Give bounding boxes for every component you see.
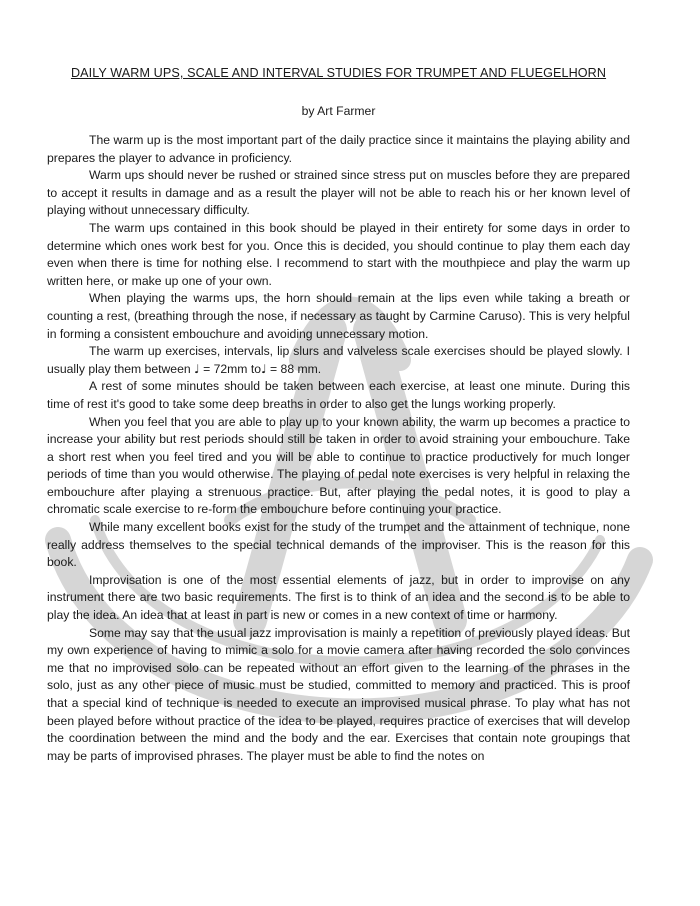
paragraph-9: Improvisation is one of the most essential elements of jazz, but in order to improvise on any instrument there are two basic requirements. The first is to think of an idea and the second is to be able to play the idea. An idea that at least in part is new or comes in a new context of time or harmony. — [47, 572, 630, 623]
paragraph-7: When you feel that you are able to play up to your known ability, the warm up becomes a practice to increase your ability but rest periods should still be taken in order to avoid straining your embouchure. Take a short rest when you feel tired and you will be able to continue to practice productively for much longer periods of time than you would otherwise. The playing of pedal note exercises is very helpful in relaxing the embouchure after playing a strenuous practice. But, after playing the pedal notes, it is good to play a chromatic scale exercise to re-form the embouchure before continuing your practice. — [47, 414, 630, 517]
quarter-note-icon-2: ♩ — [261, 361, 267, 376]
tempo-low: = 72mm to — [199, 361, 261, 376]
quarter-note-icon: ♩ — [194, 361, 200, 376]
tempo-text: The warm up exercises, intervals, lip slurs and valveless scale exercises should be played slowly. I usually play them between — [47, 344, 630, 376]
tempo-high: = 88 mm. — [266, 361, 322, 376]
paragraph-10: Some may say that the usual jazz improvisation is mainly a repetition of previously played ideas. But my own experience of having to mimic a solo for a movie camera after having recorded the solo convinces me that no improvised solo can be repeated without an effort given to the learning of the phrases in the solo, just as any other piece of music must be studied, committed to memory and practiced. This is proof that a special kind of technique is needed to execute an improvised musical phrase. To play what has not been played before without practice of the idea to be played, requires practice of exercises that will develop the coordination between the mind and the body and the ear. Exercises that contain note groupings that may be parts of improvised phrases. The player must be able to find the notes on — [47, 625, 630, 763]
paragraph-2: Warm ups should never be rushed or strained since stress put on muscles before they are prepared to accept it results in damage and as a result the player will not be able to reach his or her known level of playing without unnecessary difficulty. — [47, 168, 630, 218]
paragraph-3: The warm ups contained in this book should be played in their entirety for some days in order to determine which ones work best for you. Once this is decided, you should continue to play them each day even when there is time for nothing else. I recommend to start with the mouthpiece and play the warm up written here, or make up one of your own. — [47, 220, 630, 288]
paragraph-tempo — [47, 343, 630, 378]
author-byline: by Art Farmer — [301, 104, 376, 118]
paragraph-8: While many excellent books exist for the study of the trumpet and the attainment of technique, none really address themselves to the special technical demands of the improviser. This is the reason for this book. — [47, 520, 630, 570]
paragraph-4: When playing the warms ups, the horn should remain at the lips even while taking a breath or counting a rest, (breathing through the nose, if necessary as taught by Carmine Caruso). This is very helpful in forming a consistent embouchure and avoiding unnecessary motion. — [47, 291, 630, 341]
paragraph-6: A rest of some minutes should be taken between each exercise, at least one minute. During this time of rest it's good to take some deep breaths in order to also get the lungs working properly. — [47, 379, 630, 411]
document-title: DAILY WARM UPS, SCALE AND INTERVAL STUDIES FOR TRUMPET AND FLUEGELHORN — [70, 66, 607, 80]
document-page — [47, 64, 630, 765]
paragraph-1: The warm up is the most important part of the daily practice since it maintains the playing ability and prepares the player to advance in proficiency. — [47, 133, 630, 165]
